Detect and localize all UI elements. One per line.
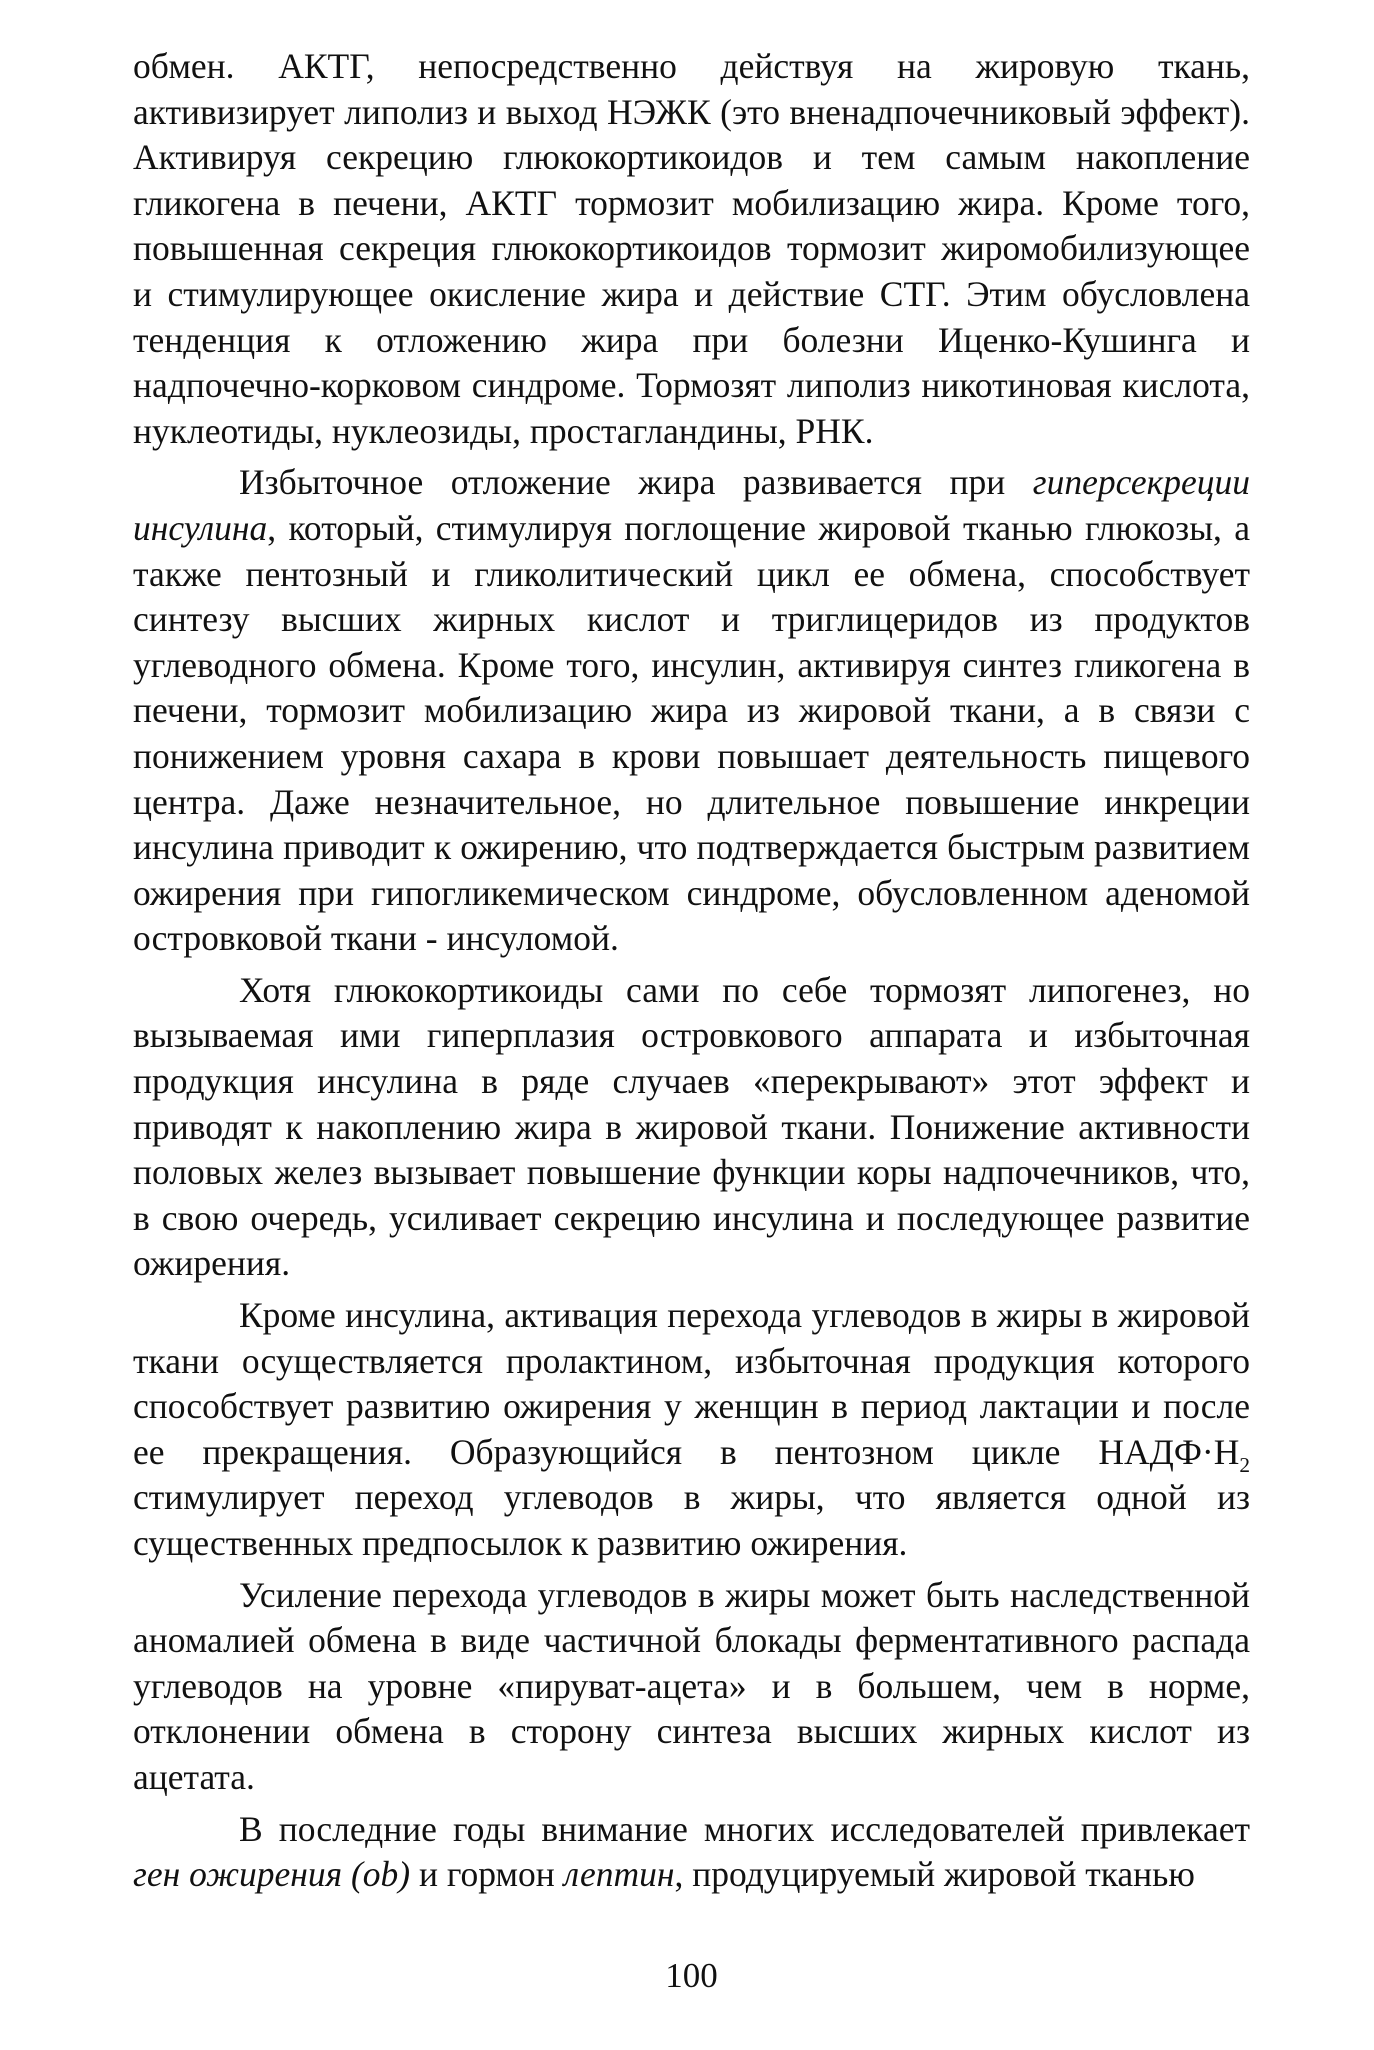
text-segment: стимулирует переход углеводов в жиры, что является одной из существенных предпосылок к развитию ожирения. xyxy=(133,1477,1250,1563)
paragraph-p4 xyxy=(133,1293,1250,1567)
text-segment: обмен. АКТГ, непосредственно действуя на жировую ткань, активизирует липолиз и выход НЭЖК (это вненадпочечниковый эффект). Активируя секрецию глюкокортикоидов и тем самым накопление гликогена в печени, АКТГ тормозит мобилизацию жира. Кроме того, повышенная секреция глюкокортикоидов тормозит жиромобилизующее и стимулирующее окисление жира и действие СТГ. Этим обусловлена тенденция к отложению жира при болезни Иценко-Кушинга и надпочечно-корковом синдроме. Тормозят липолиз никотиновая кислота, нуклеотиды, нуклеозиды, простагландины, РНК. xyxy=(133,46,1250,451)
text-body xyxy=(133,44,1250,1898)
text-segment: Избыточное отложение жира развивается при xyxy=(239,462,1033,503)
text-segment: и гормон xyxy=(410,1854,564,1895)
book-page xyxy=(133,44,1250,2004)
paragraph-p5 xyxy=(133,1573,1250,1801)
text-segment: В последние годы внимание многих исследователей привлекает xyxy=(239,1808,1250,1849)
text-segment: Кроме инсулина, активация перехода углеводов в жиры в жировой ткани осуществляется пролактином, избыточная продукция которого способствует развитию ожирения у женщин в период лактации и после ее прекращения. Образующийся в пентозном цикле НАДФ·Н xyxy=(133,1295,1250,1472)
italic-term: лептин xyxy=(563,1854,675,1895)
italic-term: гиперсекреции инсулина xyxy=(133,462,1250,548)
text-segment: , продуцируемый жировой тканью xyxy=(674,1854,1195,1895)
text-segment: Хотя глюкокортикоиды сами по себе тормозят липогенез, но вызываемая ими гиперплазия островкового аппарата и избыточная продукция инсулина в ряде случаев «перекрывают» этот эффект и приводят к накоплению жира в жировой ткани. Понижение активности половых желез вызывает повышение функции коры надпочечников, что, в свою очередь, усиливает секрецию инсулина и последующее развитие ожирения. xyxy=(133,969,1250,1284)
paragraph-p3 xyxy=(133,968,1250,1287)
paragraph-p6 xyxy=(133,1807,1250,1898)
subscript: 2 xyxy=(1239,1452,1250,1477)
paragraph-p2 xyxy=(133,460,1250,962)
page-number: 100 xyxy=(665,1956,718,1995)
text-segment: , который, стимулируя поглощение жировой тканью глюкозы, а также пентозный и гликолитический цикл ее обмена, способствует синтезу высших жирных кислот и триглицеридов из продуктов углеводного обмена. Кроме того, инсулин, активируя синтез гликогена в печени, тормозит мобилизацию жира из жировой ткани, а в связи с понижением уровня сахара в крови повышает деятельность пищевого центра. Даже незначительное, но длительное повышение инкреции инсулина приводит к ожирению, что подтверждается быстрым развитием ожирения при гипогликемическом синдроме, обусловленном аденомой островковой ткани - инсуломой. xyxy=(133,507,1250,959)
italic-term: ген ожирения (ob) xyxy=(133,1854,411,1895)
paragraph-p1 xyxy=(133,44,1250,454)
text-segment: Усиление перехода углеводов в жиры может быть наследственной аномалией обмена в виде частичной блокады ферментативного распада углеводов на уровне «пируват-ацета» и в большем, чем в норме, отклонении обмена в сторону синтеза высших жирных кислот из ацетата. xyxy=(133,1574,1250,1797)
